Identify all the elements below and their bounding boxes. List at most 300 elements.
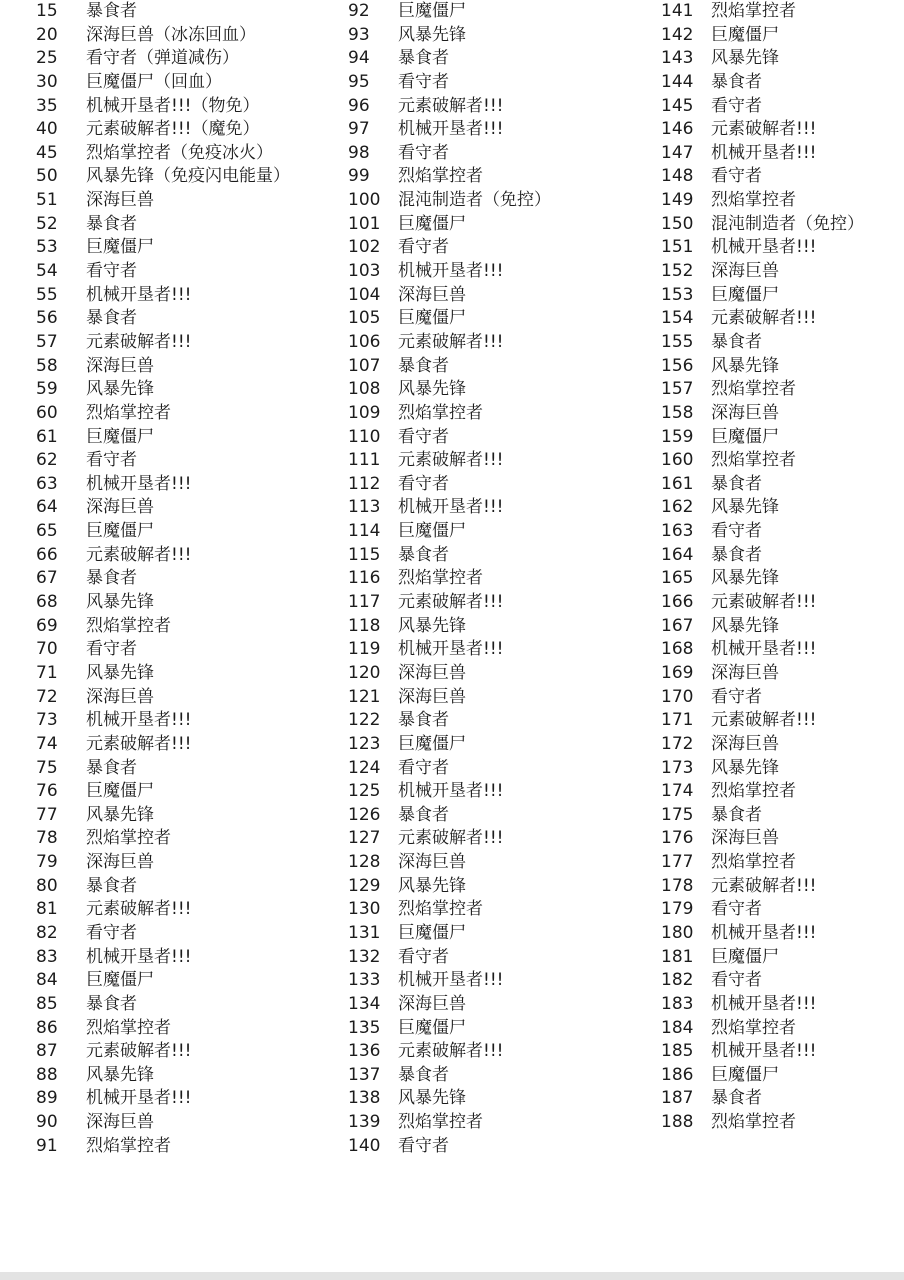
enemy-name: 机械开垦者!!! [398,639,504,660]
wave-row [36,567,336,591]
enemy-name: 看守者 [398,237,449,258]
wave-row [36,1017,336,1041]
wave-row [36,24,336,48]
wave-row [661,1111,901,1135]
wave-row [348,827,648,851]
enemy-name: 暴食者 [398,804,449,825]
enemy-name: 深海巨兽 [86,686,154,707]
wave-number: 140 [348,1135,381,1156]
enemy-name: 风暴先锋 [398,875,466,896]
enemy-name: 看守者 [86,639,137,660]
wave-row [661,378,901,402]
wave-number: 188 [661,1112,694,1133]
enemy-name: 巨魔僵尸 [398,521,466,542]
wave-number: 166 [661,592,694,613]
wave-number: 160 [661,450,694,471]
wave-number: 70 [36,639,58,660]
wave-number: 83 [36,946,58,967]
wave-row [36,733,336,757]
enemy-name: 暴食者 [711,1088,762,1109]
wave-number: 172 [661,733,694,754]
enemy-name: 看守者 [398,946,449,967]
wave-number: 143 [661,48,694,69]
wave-number: 124 [348,757,381,778]
wave-number: 141 [661,1,694,21]
wave-row [348,449,648,473]
enemy-name: 元素破解者!!! [711,119,817,140]
enemy-name: 混沌制造者（免控） [711,213,864,234]
enemy-name: 巨魔僵尸 [711,284,779,305]
wave-number: 25 [36,48,58,69]
wave-number: 156 [661,355,694,376]
wave-row [348,757,648,781]
wave-row [36,757,336,781]
wave-row [36,827,336,851]
wave-number: 130 [348,899,381,920]
enemy-name: 机械开垦者!!! [86,473,192,494]
enemy-name: 暴食者 [86,757,137,778]
wave-number: 183 [661,993,694,1014]
enemy-name: 巨魔僵尸 [711,24,779,45]
wave-row [661,284,901,308]
enemy-name: 深海巨兽 [86,497,154,518]
wave-row [36,142,336,166]
wave-row [661,733,901,757]
wave-row [348,189,648,213]
wave-number: 157 [661,379,694,400]
wave-row [661,165,901,189]
wave-row [348,95,648,119]
wave-row [36,804,336,828]
enemy-name: 机械开垦者!!! [711,142,817,163]
enemy-name: 机械开垦者!!! [86,710,192,731]
wave-number: 68 [36,592,58,613]
wave-row [661,780,901,804]
wave-row [348,1040,648,1064]
wave-number: 116 [348,568,381,589]
wave-row [36,496,336,520]
enemy-name: 元素破解者!!! [398,95,504,116]
enemy-name: 风暴先锋 [711,355,779,376]
wave-row [36,615,336,639]
wave-number: 109 [348,402,381,423]
wave-number: 161 [661,473,694,494]
wave-row [348,544,648,568]
wave-row [36,780,336,804]
enemy-name: 看守者 [711,899,762,920]
enemy-name: 混沌制造者（免控） [398,190,551,211]
enemy-name: 看守者 [398,757,449,778]
wave-number: 105 [348,308,381,329]
wave-row [661,189,901,213]
wave-number: 150 [661,213,694,234]
enemy-name: 元素破解者!!! [711,875,817,896]
enemy-name: 风暴先锋（免疫闪电能量） [86,166,290,187]
enemy-name: 深海巨兽 [398,852,466,873]
wave-number: 104 [348,284,381,305]
wave-number: 162 [661,497,694,518]
wave-row [36,1135,336,1159]
wave-row [348,1111,648,1135]
wave-row [348,307,648,331]
wave-number: 170 [661,686,694,707]
wave-row [348,426,648,450]
enemy-name: 烈焰掌控者 [711,1112,796,1133]
enemy-name: 机械开垦者!!! [711,993,817,1014]
enemy-name: 深海巨兽 [86,355,154,376]
wave-row [348,567,648,591]
wave-number: 117 [348,592,381,613]
wave-column-3 [661,0,901,1135]
wave-number: 92 [348,1,370,21]
enemy-name: 深海巨兽 [711,828,779,849]
enemy-name: 风暴先锋 [86,1064,154,1085]
enemy-name: 看守者（弹道减伤） [86,48,239,69]
wave-number: 165 [661,568,694,589]
enemy-name: 风暴先锋 [86,804,154,825]
wave-row [661,875,901,899]
wave-number: 163 [661,521,694,542]
wave-number: 138 [348,1088,381,1109]
wave-row [661,827,901,851]
enemy-name: 元素破解者!!! [398,450,504,471]
wave-row [36,709,336,733]
enemy-name: 烈焰掌控者 [711,450,796,471]
wave-number: 182 [661,970,694,991]
enemy-name: 风暴先锋 [711,48,779,69]
enemy-name: 机械开垦者!!! [398,497,504,518]
wave-row [661,71,901,95]
wave-row [348,0,648,24]
wave-number: 186 [661,1064,694,1085]
enemy-name: 暴食者 [711,804,762,825]
wave-number: 106 [348,331,381,352]
enemy-name: 元素破解者!!! [398,592,504,613]
wave-row [36,686,336,710]
wave-row [348,165,648,189]
enemy-name: 深海巨兽（冰冻回血） [86,24,256,45]
wave-row [348,355,648,379]
enemy-name: 暴食者 [398,1064,449,1085]
wave-number: 50 [36,166,58,187]
enemy-name: 风暴先锋 [398,1088,466,1109]
wave-number: 139 [348,1112,381,1133]
enemy-name: 元素破解者!!!（魔免） [86,119,260,140]
wave-row [348,780,648,804]
enemy-name: 烈焰掌控者 [86,828,171,849]
wave-row [661,0,901,24]
enemy-name: 暴食者 [711,71,762,92]
wave-row [348,851,648,875]
wave-number: 80 [36,875,58,896]
enemy-name: 烈焰掌控者 [86,1017,171,1038]
enemy-name: 看守者 [86,450,137,471]
wave-number: 45 [36,142,58,163]
wave-row [36,47,336,71]
wave-row [348,236,648,260]
enemy-name: 看守者 [398,142,449,163]
enemy-name: 机械开垦者!!! [86,1088,192,1109]
wave-row [661,331,901,355]
enemy-name: 风暴先锋 [86,662,154,683]
wave-row [348,71,648,95]
enemy-name: 元素破解者!!! [398,331,504,352]
wave-number: 77 [36,804,58,825]
wave-number: 177 [661,852,694,873]
wave-number: 57 [36,331,58,352]
wave-number: 120 [348,662,381,683]
enemy-name: 烈焰掌控者 [711,190,796,211]
wave-number: 95 [348,71,370,92]
enemy-name: 暴食者 [711,544,762,565]
wave-row [36,95,336,119]
wave-row [661,213,901,237]
enemy-name: 巨魔僵尸 [86,521,154,542]
enemy-name: 机械开垦者!!! [86,284,192,305]
enemy-name: 烈焰掌控者 [398,166,483,187]
wave-number: 148 [661,166,694,187]
wave-row [661,260,901,284]
wave-number: 60 [36,402,58,423]
wave-row [661,757,901,781]
wave-number: 98 [348,142,370,163]
wave-row [661,402,901,426]
enemy-name: 风暴先锋 [86,379,154,400]
enemy-name: 烈焰掌控者（免疫冰火） [86,142,273,163]
wave-row [661,615,901,639]
wave-row [36,449,336,473]
enemy-name: 元素破解者!!! [711,710,817,731]
wave-number: 86 [36,1017,58,1038]
wave-number: 30 [36,71,58,92]
enemy-name: 风暴先锋 [86,592,154,613]
wave-number: 134 [348,993,381,1014]
wave-number: 185 [661,1041,694,1062]
enemy-name: 巨魔僵尸 [86,781,154,802]
wave-row [36,922,336,946]
wave-row [36,402,336,426]
enemy-name: 烈焰掌控者 [398,1112,483,1133]
wave-row [661,567,901,591]
wave-number: 147 [661,142,694,163]
enemy-name: 烈焰掌控者 [711,852,796,873]
enemy-name: 深海巨兽 [86,852,154,873]
wave-number: 158 [661,402,694,423]
wave-number: 144 [661,71,694,92]
wave-number: 108 [348,379,381,400]
wave-number: 99 [348,166,370,187]
wave-row [36,969,336,993]
wave-number: 146 [661,119,694,140]
wave-number: 94 [348,48,370,69]
enemy-name: 机械开垦者!!! [711,639,817,660]
wave-number: 114 [348,521,381,542]
enemy-name: 巨魔僵尸 [398,308,466,329]
wave-number: 65 [36,521,58,542]
wave-row [36,213,336,237]
wave-row [348,591,648,615]
wave-number: 97 [348,119,370,140]
wave-number: 110 [348,426,381,447]
wave-row [661,355,901,379]
wave-number: 187 [661,1088,694,1109]
wave-number: 175 [661,804,694,825]
enemy-name: 暴食者 [398,355,449,376]
enemy-name: 机械开垦者!!! [711,1041,817,1062]
wave-number: 53 [36,237,58,258]
wave-row [36,544,336,568]
enemy-name: 深海巨兽 [398,662,466,683]
wave-row [36,355,336,379]
wave-number: 87 [36,1041,58,1062]
wave-number: 67 [36,568,58,589]
wave-number: 128 [348,852,381,873]
wave-number: 81 [36,899,58,920]
wave-number: 107 [348,355,381,376]
enemy-name: 巨魔僵尸 [711,426,779,447]
wave-number: 40 [36,119,58,140]
enemy-name: 看守者 [711,686,762,707]
enemy-name: 深海巨兽 [398,993,466,1014]
enemy-name: 烈焰掌控者 [86,1135,171,1156]
wave-row [348,946,648,970]
enemy-name: 暴食者 [86,213,137,234]
wave-row [348,638,648,662]
wave-row [661,638,901,662]
enemy-name: 巨魔僵尸 [398,733,466,754]
wave-number: 115 [348,544,381,565]
wave-row [36,875,336,899]
wave-number: 164 [661,544,694,565]
wave-number: 127 [348,828,381,849]
wave-column-1 [36,0,336,1158]
wave-number: 125 [348,781,381,802]
enemy-name: 烈焰掌控者 [711,1,796,21]
wave-row [348,473,648,497]
enemy-name: 机械开垦者!!!（物免） [86,95,260,116]
wave-row [36,946,336,970]
wave-row [661,804,901,828]
wave-number: 129 [348,875,381,896]
wave-row [661,922,901,946]
wave-number: 113 [348,497,381,518]
wave-row [661,118,901,142]
wave-row [661,24,901,48]
wave-row [348,47,648,71]
wave-row [348,686,648,710]
wave-number: 85 [36,993,58,1014]
enemy-name: 机械开垦者!!! [711,922,817,943]
enemy-name: 烈焰掌控者 [86,402,171,423]
wave-row [348,260,648,284]
wave-row [348,142,648,166]
enemy-name: 巨魔僵尸 [86,237,154,258]
wave-row [661,142,901,166]
wave-number: 111 [348,450,381,471]
enemy-name: 看守者 [711,166,762,187]
wave-column-2 [348,0,648,1158]
enemy-name: 暴食者 [86,568,137,589]
enemy-name: 看守者 [711,521,762,542]
wave-number: 135 [348,1017,381,1038]
wave-row [348,875,648,899]
wave-row [348,118,648,142]
enemy-name: 元素破解者!!! [86,1041,192,1062]
enemy-name: 巨魔僵尸 [86,426,154,447]
wave-row [348,496,648,520]
wave-number: 155 [661,331,694,352]
wave-number: 64 [36,497,58,518]
wave-number: 89 [36,1088,58,1109]
wave-number: 62 [36,450,58,471]
wave-number: 84 [36,970,58,991]
wave-number: 52 [36,213,58,234]
enemy-name: 深海巨兽 [711,402,779,423]
wave-number: 71 [36,662,58,683]
enemy-name: 暴食者 [398,544,449,565]
enemy-name: 元素破解者!!! [86,899,192,920]
wave-row [36,520,336,544]
wave-row [661,709,901,733]
wave-number: 168 [661,639,694,660]
wave-number: 173 [661,757,694,778]
wave-number: 136 [348,1041,381,1062]
enemy-name: 看守者 [398,426,449,447]
wave-row [36,118,336,142]
enemy-name: 深海巨兽 [711,261,779,282]
wave-number: 79 [36,852,58,873]
enemy-name: 烈焰掌控者 [711,1017,796,1038]
wave-row [36,662,336,686]
wave-number: 69 [36,615,58,636]
wave-number: 55 [36,284,58,305]
wave-row [661,95,901,119]
wave-number: 63 [36,473,58,494]
wave-number: 121 [348,686,381,707]
wave-row [661,969,901,993]
wave-row [36,378,336,402]
enemy-name: 深海巨兽 [398,284,466,305]
wave-number: 90 [36,1112,58,1133]
wave-row [661,993,901,1017]
enemy-name: 暴食者 [86,1,137,21]
wave-row [348,1087,648,1111]
enemy-name: 看守者 [86,261,137,282]
wave-number: 73 [36,710,58,731]
enemy-name: 暴食者 [711,331,762,352]
wave-row [661,591,901,615]
wave-number: 93 [348,24,370,45]
enemy-name: 机械开垦者!!! [398,781,504,802]
wave-row [348,284,648,308]
wave-number: 76 [36,781,58,802]
wave-number: 176 [661,828,694,849]
wave-row [36,1064,336,1088]
wave-number: 35 [36,95,58,116]
wave-number: 154 [661,308,694,329]
wave-row [36,165,336,189]
wave-number: 56 [36,308,58,329]
enemy-name: 巨魔僵尸 [398,213,466,234]
wave-row [36,1087,336,1111]
wave-row [348,993,648,1017]
enemy-name: 风暴先锋 [398,379,466,400]
enemy-name: 元素破解者!!! [711,308,817,329]
wave-row [348,24,648,48]
enemy-name: 看守者 [86,922,137,943]
wave-number: 149 [661,190,694,211]
wave-row [36,71,336,95]
